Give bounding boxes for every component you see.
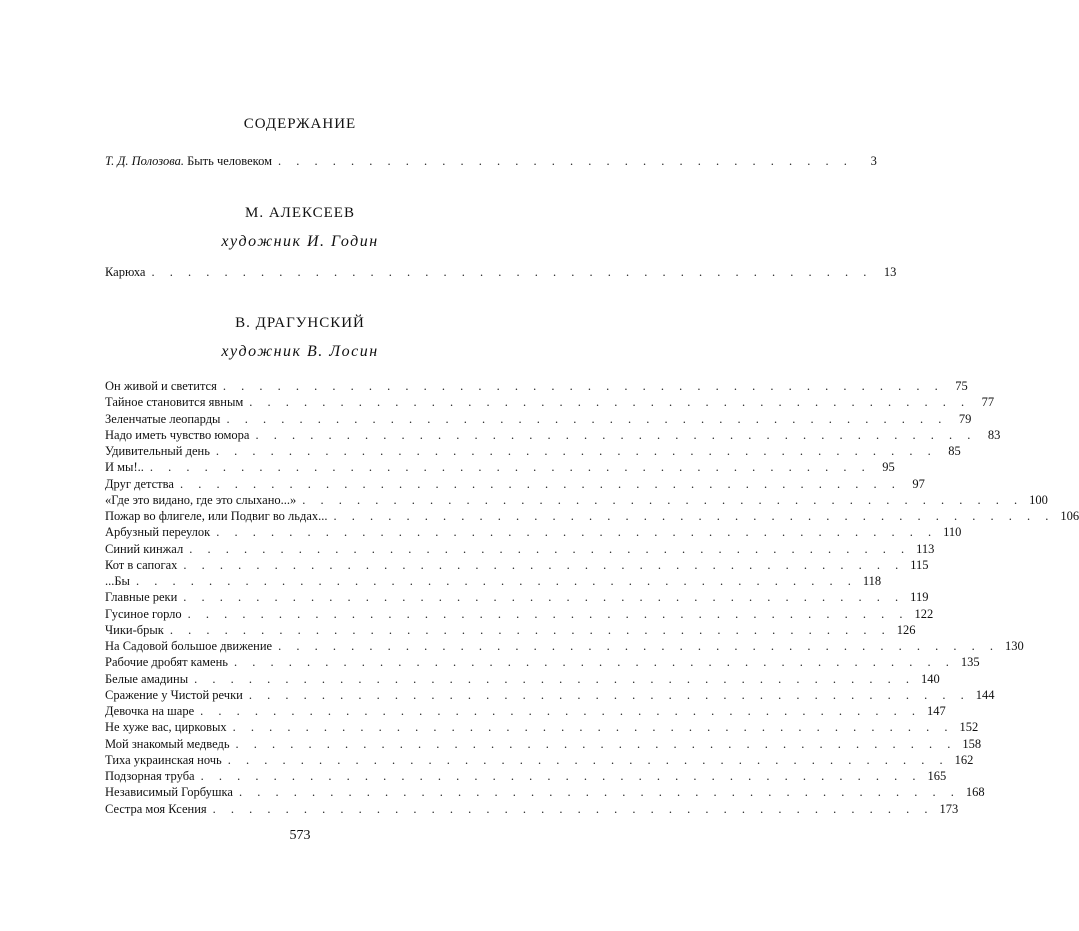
entry-page: 173 — [939, 801, 959, 816]
entry-page: 79 — [958, 411, 972, 426]
entry-title: Пожар во флигеле, или Подвиг во льдах... — [105, 509, 328, 523]
entry-page: 140 — [920, 671, 940, 686]
entry-title: Белые амадины — [105, 671, 189, 686]
toc-heading: СОДЕРЖАНИЕ — [243, 116, 357, 132]
dot-leader: . . . . . . . . . . . . . . . . . . . . . . . . . . . . . . . . . . . . . . . . — [226, 411, 948, 426]
dot-leader: . . . . . . . . . . . . . . . . . . . . . . . . . . . . . . . . . . . . . . . . — [200, 769, 922, 783]
dot-leader: . . . . . . . . . . . . . . . . . . . . . . . . . . . . . . . . . . . . . . . . — [187, 606, 909, 621]
dot-leader: . . . . . . . . . . . . . . . . . . . . . . . . . . . . . . . . . . . . . . . . — [212, 801, 934, 816]
entry-title: Гусиное горло — [105, 606, 182, 621]
dot-leader: . . . . . . . . . . . . . . . . . . . . . . . . . . . . . . . . . . . . . . . . — [183, 557, 905, 572]
toc-entry[interactable] — [105, 768, 947, 784]
entry-title: Синий кинжал — [105, 541, 184, 556]
dot-leader: . . . . . . . . . . . . . . . . . . . . . . . . . . . . . . . . . . . . . . . . — [169, 622, 891, 637]
entry-page: 75 — [955, 379, 968, 393]
entry-title: Арбузный переулок — [105, 525, 211, 540]
entry-page: 110 — [943, 525, 962, 540]
entry-title: Карюха — [105, 265, 146, 279]
entry-page: 168 — [965, 785, 985, 800]
entry-page: 13 — [883, 265, 897, 279]
dot-leader: . . . . . . . . . . . . . . . . . . . . . . . . . . . . . . . . . . . . . . . . — [189, 541, 911, 556]
dot-leader: . . . . . . . . . . . . . . . . . . . . . . . . . . . . . . . . . . . . . . . . — [227, 752, 949, 767]
dot-leader: . . . . . . . . . . . . . . . . . . . . . . . . . . . . . . . . . . . . . . . . — [239, 785, 960, 800]
entry-page: 115 — [910, 557, 929, 572]
dot-leader: . . . . . . . . . . . . . . . . . . . . . . . . . . . . . . . . . . . . . . . . — [216, 525, 938, 540]
toc-entry[interactable] — [105, 606, 934, 622]
dot-leader: . . . . . . . . . . . . . . . . . . . . . . . . . . . . . . . . . . . . . . . . — [179, 476, 901, 491]
entry-title: Сестра моя Ксения — [105, 801, 207, 816]
toc-entry[interactable] — [105, 378, 968, 394]
toc-entry[interactable] — [105, 427, 1001, 443]
entry-page: 158 — [962, 736, 982, 751]
dot-leader: . . . . . . . . . . . . . . . . . . . . . . . . . . . . . . . . . . . . . . . . — [194, 671, 915, 686]
entry-page: 122 — [914, 606, 934, 621]
entry-title: Главные реки — [105, 590, 178, 605]
entry-title: Чики-брык — [105, 622, 164, 637]
dot-leader: . . . . . . . . . . . . . . . . . . . . . . . . . . . . . . . . . . . . . . . . — [151, 265, 873, 279]
section1-author: М. АЛЕКСЕЕВ — [245, 205, 355, 221]
dot-leader: . . . . . . . . . . . . . . . . . . . . . . . . . . . . . . . . . . . . . . . . — [278, 639, 999, 653]
dot-leader: . . . . . . . . . . . . . . . . . . . . . . . . . . . . . . . . . . . . . . . . — [235, 736, 957, 751]
dot-leader: . . . . . . . . . . . . . . . . . . . . . . . . . . . . . . . . . . . . . . . . — [302, 492, 1024, 507]
toc-entry[interactable] — [105, 443, 961, 459]
entry-title: И мы!.. — [105, 460, 144, 475]
toc-entry[interactable] — [105, 719, 979, 735]
entry-title: Рабочие дробят камень — [105, 655, 228, 670]
entry-title: Сражение у Чистой речки — [105, 687, 243, 702]
intro-title: Быть человеком — [187, 154, 273, 168]
dot-leader: . . . . . . . . . . . . . . . . . . . . . . . . . . . . . . . . . . . . . . . . — [222, 379, 944, 393]
toc-entry-intro[interactable] — [105, 153, 877, 169]
entry-page: 77 — [981, 395, 995, 410]
toc-entry[interactable] — [105, 752, 974, 768]
dot-leader: . . . . . . . . . . . . . . . . . . . . . . . . . . . . . . . . . . . . . . . . — [333, 509, 1055, 523]
entry-title: Друг детства — [105, 476, 174, 491]
toc-entry[interactable] — [105, 394, 995, 410]
toc-entry[interactable] — [105, 687, 995, 703]
entry-title: ...Бы — [105, 574, 130, 588]
intro-page: 3 — [870, 154, 877, 168]
dot-leader: . . . . . . . . . . . . . . . . . . . . . . . . . . . . . . . . . . . . . . . . — [249, 395, 971, 410]
entry-title: «Где это видано, где это слыхано...» — [105, 492, 297, 507]
entry-title: На Садовой большое движение — [105, 639, 273, 653]
entry-page: 85 — [948, 444, 961, 458]
entry-page: 162 — [954, 752, 974, 767]
toc-entry[interactable] — [105, 508, 1079, 524]
entry-page: 106 — [1060, 509, 1079, 523]
page-number: 573 — [289, 828, 311, 843]
entry-page: 147 — [927, 704, 946, 718]
entry-page: 97 — [912, 476, 925, 491]
toc-entry[interactable] — [105, 524, 962, 540]
entry-title: Мой знакомый медведь — [105, 736, 230, 751]
entry-title: Надо иметь чувство юмора — [105, 427, 250, 442]
dot-leader: . . . . . . . . . . . . . . . . . . . . . . . . . . . . . . . . . . . . . . . . — [215, 444, 937, 458]
dot-leader: . . . . . . . . . . . . . . . . . . . . . . . . . . . . . . . . — [278, 154, 853, 168]
entry-title: Он живой и светится — [105, 379, 217, 393]
entry-title: Тиха украинская ночь — [105, 752, 222, 767]
toc-entry[interactable] — [105, 573, 882, 589]
entry-page: 135 — [960, 655, 980, 670]
toc-entry[interactable] — [105, 801, 959, 817]
entry-title: Удивительный день — [105, 444, 210, 458]
dot-leader: . . . . . . . . . . . . . . . . . . . . . . . . . . . . . . . . . . . . . . . . — [232, 720, 954, 735]
toc-entry[interactable] — [105, 671, 940, 687]
toc-entry[interactable] — [105, 784, 985, 800]
entry-title: Подзорная труба — [105, 769, 195, 783]
entry-title: Зеленчатые леопарды — [105, 411, 221, 426]
toc-entry[interactable] — [105, 411, 972, 427]
dot-leader: . . . . . . . . . . . . . . . . . . . . . . . . . . . . . . . . . . . . . . . . — [149, 460, 871, 475]
toc-entry[interactable] — [105, 541, 935, 557]
entry-page: 165 — [927, 769, 947, 783]
dot-leader: . . . . . . . . . . . . . . . . . . . . . . . . . . . . . . . . . . . . . . . . — [183, 590, 905, 605]
entry-page: 144 — [975, 687, 995, 702]
entry-title: Независимый Горбушка — [105, 785, 233, 800]
entry-page: 113 — [916, 541, 935, 556]
toc-entry[interactable] — [105, 476, 925, 492]
toc-entry[interactable] — [105, 492, 1048, 508]
entry-page: 100 — [1029, 492, 1048, 507]
entry-page: 119 — [910, 590, 929, 605]
entry-page: 95 — [882, 460, 895, 475]
toc-entry[interactable] — [105, 638, 1024, 654]
entry-page: 83 — [987, 427, 1001, 442]
toc-entry[interactable] — [105, 557, 929, 573]
entry-title: Тайное становится явным — [105, 395, 244, 410]
entry-page: 118 — [862, 574, 882, 588]
intro-author: Т. Д. Полозова. — [105, 154, 184, 168]
section1-illustrator: художник И. Годин — [221, 233, 379, 250]
dot-leader: . . . . . . . . . . . . . . . . . . . . . . . . . . . . . . . . . . . . . . . . — [135, 574, 857, 588]
toc-entry[interactable] — [105, 589, 929, 605]
toc-entry[interactable] — [105, 736, 982, 752]
toc-entry[interactable] — [105, 264, 897, 280]
dot-leader: . . . . . . . . . . . . . . . . . . . . . . . . . . . . . . . . . . . . . . . . — [200, 704, 922, 718]
entry-page: 130 — [1004, 639, 1024, 653]
toc-entry[interactable] — [105, 622, 916, 638]
entry-title: Кот в сапогах — [105, 557, 178, 572]
dot-leader: . . . . . . . . . . . . . . . . . . . . . . . . . . . . . . . . . . . . . . . . — [233, 655, 955, 670]
toc-entry[interactable] — [105, 703, 946, 719]
entry-page: 126 — [896, 622, 916, 637]
section2-author: В. ДРАГУНСКИЙ — [235, 315, 365, 331]
toc-entry[interactable] — [105, 459, 895, 475]
entry-title: Не хуже вас, цирковых — [105, 720, 227, 735]
section2-illustrator: художник В. Лосин — [221, 343, 379, 360]
dot-leader: . . . . . . . . . . . . . . . . . . . . . . . . . . . . . . . . . . . . . . . . — [248, 687, 970, 702]
dot-leader: . . . . . . . . . . . . . . . . . . . . . . . . . . . . . . . . . . . . . . . . — [255, 427, 977, 442]
entry-page: 152 — [959, 720, 979, 735]
entry-title: Девочка на шаре — [105, 704, 195, 718]
toc-entry[interactable] — [105, 654, 980, 670]
